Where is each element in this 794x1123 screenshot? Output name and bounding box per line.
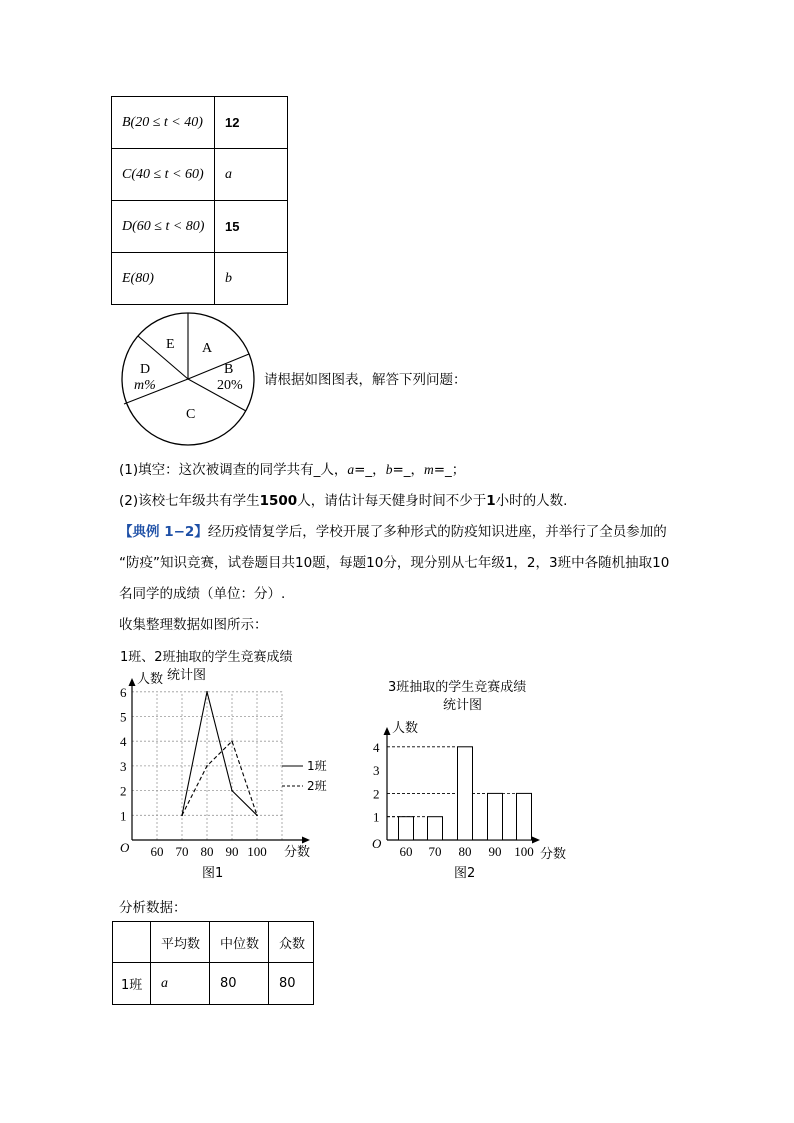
- data-cell: 80: [269, 963, 314, 1005]
- header-cell: 平均数: [151, 922, 210, 963]
- chart1-y-axis-arrow: [129, 678, 136, 686]
- x-tick-label: 70: [175, 844, 189, 859]
- chart1-origin: O: [120, 840, 130, 855]
- y-tick-label: 3: [120, 758, 127, 774]
- analysis-header-row: [113, 922, 314, 963]
- question-1: [119, 460, 465, 480]
- header-cell: 众数: [269, 922, 314, 963]
- frequency-table: [111, 96, 288, 305]
- y-tick-label: 1: [120, 808, 127, 824]
- chart2-x-axis-arrow: [532, 837, 540, 844]
- x-tick-label: 60: [399, 844, 413, 859]
- data-point: [181, 815, 183, 817]
- q1-eq2: =_，: [392, 462, 424, 478]
- y-tick-label: 3: [373, 763, 380, 779]
- x-tick-label: 90: [488, 844, 502, 859]
- count-cell: 15: [215, 201, 288, 253]
- y-tick-label: 4: [120, 734, 127, 750]
- data-point: [206, 765, 208, 767]
- q2-prefix: (2)该校七年级共有学生: [119, 493, 260, 509]
- q2-num: 1500: [259, 493, 298, 509]
- y-tick-label: 2: [373, 786, 380, 802]
- chart1-title-line2: 统计图: [167, 668, 207, 683]
- chart2-xlabel: 分数: [540, 847, 567, 862]
- q1-eq3: =_；: [433, 462, 466, 478]
- y-tick-label: 5: [120, 709, 127, 725]
- analysis-row: [113, 963, 314, 1005]
- chart1-ylabel: 人数: [137, 672, 164, 687]
- pie-label-c: C: [186, 407, 196, 422]
- pie-label-e: E: [166, 337, 175, 352]
- q2-mid: 人，请估计每天健身时间不少于: [297, 493, 487, 509]
- pie-chart: [118, 310, 262, 450]
- q2-suffix: 小时的人数.: [495, 493, 568, 509]
- chart2-caption: 图2: [454, 866, 476, 881]
- x-tick-label: 80: [200, 844, 214, 859]
- pie-label-d: D: [140, 362, 151, 377]
- bar-chart-fig2: [360, 675, 580, 885]
- group-cell: B(20 ≤ t < 40): [112, 97, 215, 149]
- bar: [517, 793, 532, 840]
- x-tick-label: 70: [428, 844, 442, 859]
- var-b: b: [385, 462, 393, 477]
- bar: [428, 817, 443, 840]
- count-cell: b: [215, 253, 288, 305]
- frequency-row: [112, 149, 288, 201]
- example-line-2: “防疫”知识竞赛，试卷题目共10题，每题10分，现分别从七年级1，2，3班中各随机抽取10: [119, 555, 670, 571]
- data-point: [231, 790, 233, 792]
- example-text-1: 经历疫情复学后，学校开展了多种形式的防疫知识进座，并举行了全员参加的: [207, 524, 667, 540]
- x-tick-label: 90: [225, 844, 239, 859]
- chart1-x-axis-arrow: [302, 837, 310, 844]
- q1-blank: _: [313, 462, 321, 478]
- x-tick-label: 60: [150, 844, 164, 859]
- data-cell: 1班: [113, 963, 151, 1005]
- group-cell: C(40 ≤ t < 60): [112, 149, 215, 201]
- var-a: a: [347, 462, 355, 477]
- legend-label-2ban: 2班: [307, 779, 327, 793]
- chart1-caption: 图1: [202, 866, 224, 881]
- chart1-title-line1: 1班、2班抽取的学生竞赛成绩: [120, 650, 293, 665]
- x-tick-label: 100: [247, 844, 267, 859]
- q2-num2: 1: [486, 493, 496, 509]
- chart2-y-axis-arrow: [384, 727, 391, 735]
- bar: [399, 817, 414, 840]
- x-tick-label: 80: [458, 844, 472, 859]
- collect-text: 收集整理数据如图所示：: [119, 617, 268, 633]
- pie-label-b: B: [224, 362, 234, 377]
- chart2-title-line2: 统计图: [443, 698, 483, 713]
- pie-label-d-pct: m%: [134, 378, 156, 393]
- y-tick-label: 1: [373, 809, 380, 825]
- question-2: [119, 491, 567, 511]
- header-cell: 中位数: [210, 922, 269, 963]
- group-cell: E(80): [112, 253, 215, 305]
- bar: [458, 747, 473, 840]
- data-point: [256, 815, 258, 817]
- count-cell: a: [215, 149, 288, 201]
- chart1-xlabel: 分数: [284, 845, 311, 860]
- header-cell: [113, 922, 151, 963]
- pie-divider-ab: [188, 354, 249, 379]
- data-point: [231, 740, 233, 742]
- y-tick-label: 4: [373, 739, 380, 755]
- var-m: m: [424, 462, 434, 477]
- chart2-title-line1: 3班抽取的学生竞赛成绩: [388, 680, 527, 695]
- pie-label-b-pct: 20%: [217, 378, 243, 393]
- frequency-row: [112, 201, 288, 253]
- data-point: [206, 691, 208, 693]
- prompt-text: 请根据如图图表，解答下列问题：: [264, 372, 467, 388]
- line-chart-fig1: [110, 645, 350, 885]
- q1-eq1: =_，: [354, 462, 386, 478]
- count-cell: 12: [215, 97, 288, 149]
- example-line-3: 名同学的成绩（单位：分）.: [119, 586, 286, 602]
- analysis-table: [112, 921, 314, 1005]
- frequency-row: [112, 97, 288, 149]
- example-line-1: [119, 522, 667, 542]
- y-tick-label: 2: [120, 783, 127, 799]
- analysis-label: 分析数据：: [119, 900, 187, 916]
- frequency-row: [112, 253, 288, 305]
- x-tick-label: 100: [514, 844, 534, 859]
- bar: [488, 793, 503, 840]
- legend-label-1ban: 1班: [307, 759, 327, 773]
- chart2-ylabel: 人数: [392, 721, 419, 736]
- y-tick-label: 6: [120, 684, 127, 700]
- group-cell: D(60 ≤ t < 80): [112, 201, 215, 253]
- data-cell: 80: [210, 963, 269, 1005]
- data-cell: a: [151, 963, 210, 1005]
- example-tag: 【典例 1−2】: [119, 524, 208, 540]
- pie-label-a: A: [202, 341, 213, 356]
- q1-prefix: (1)填空：这次被调查的同学共有: [119, 462, 314, 478]
- chart2-origin: O: [372, 836, 382, 851]
- q1-mid: 人，: [320, 462, 348, 478]
